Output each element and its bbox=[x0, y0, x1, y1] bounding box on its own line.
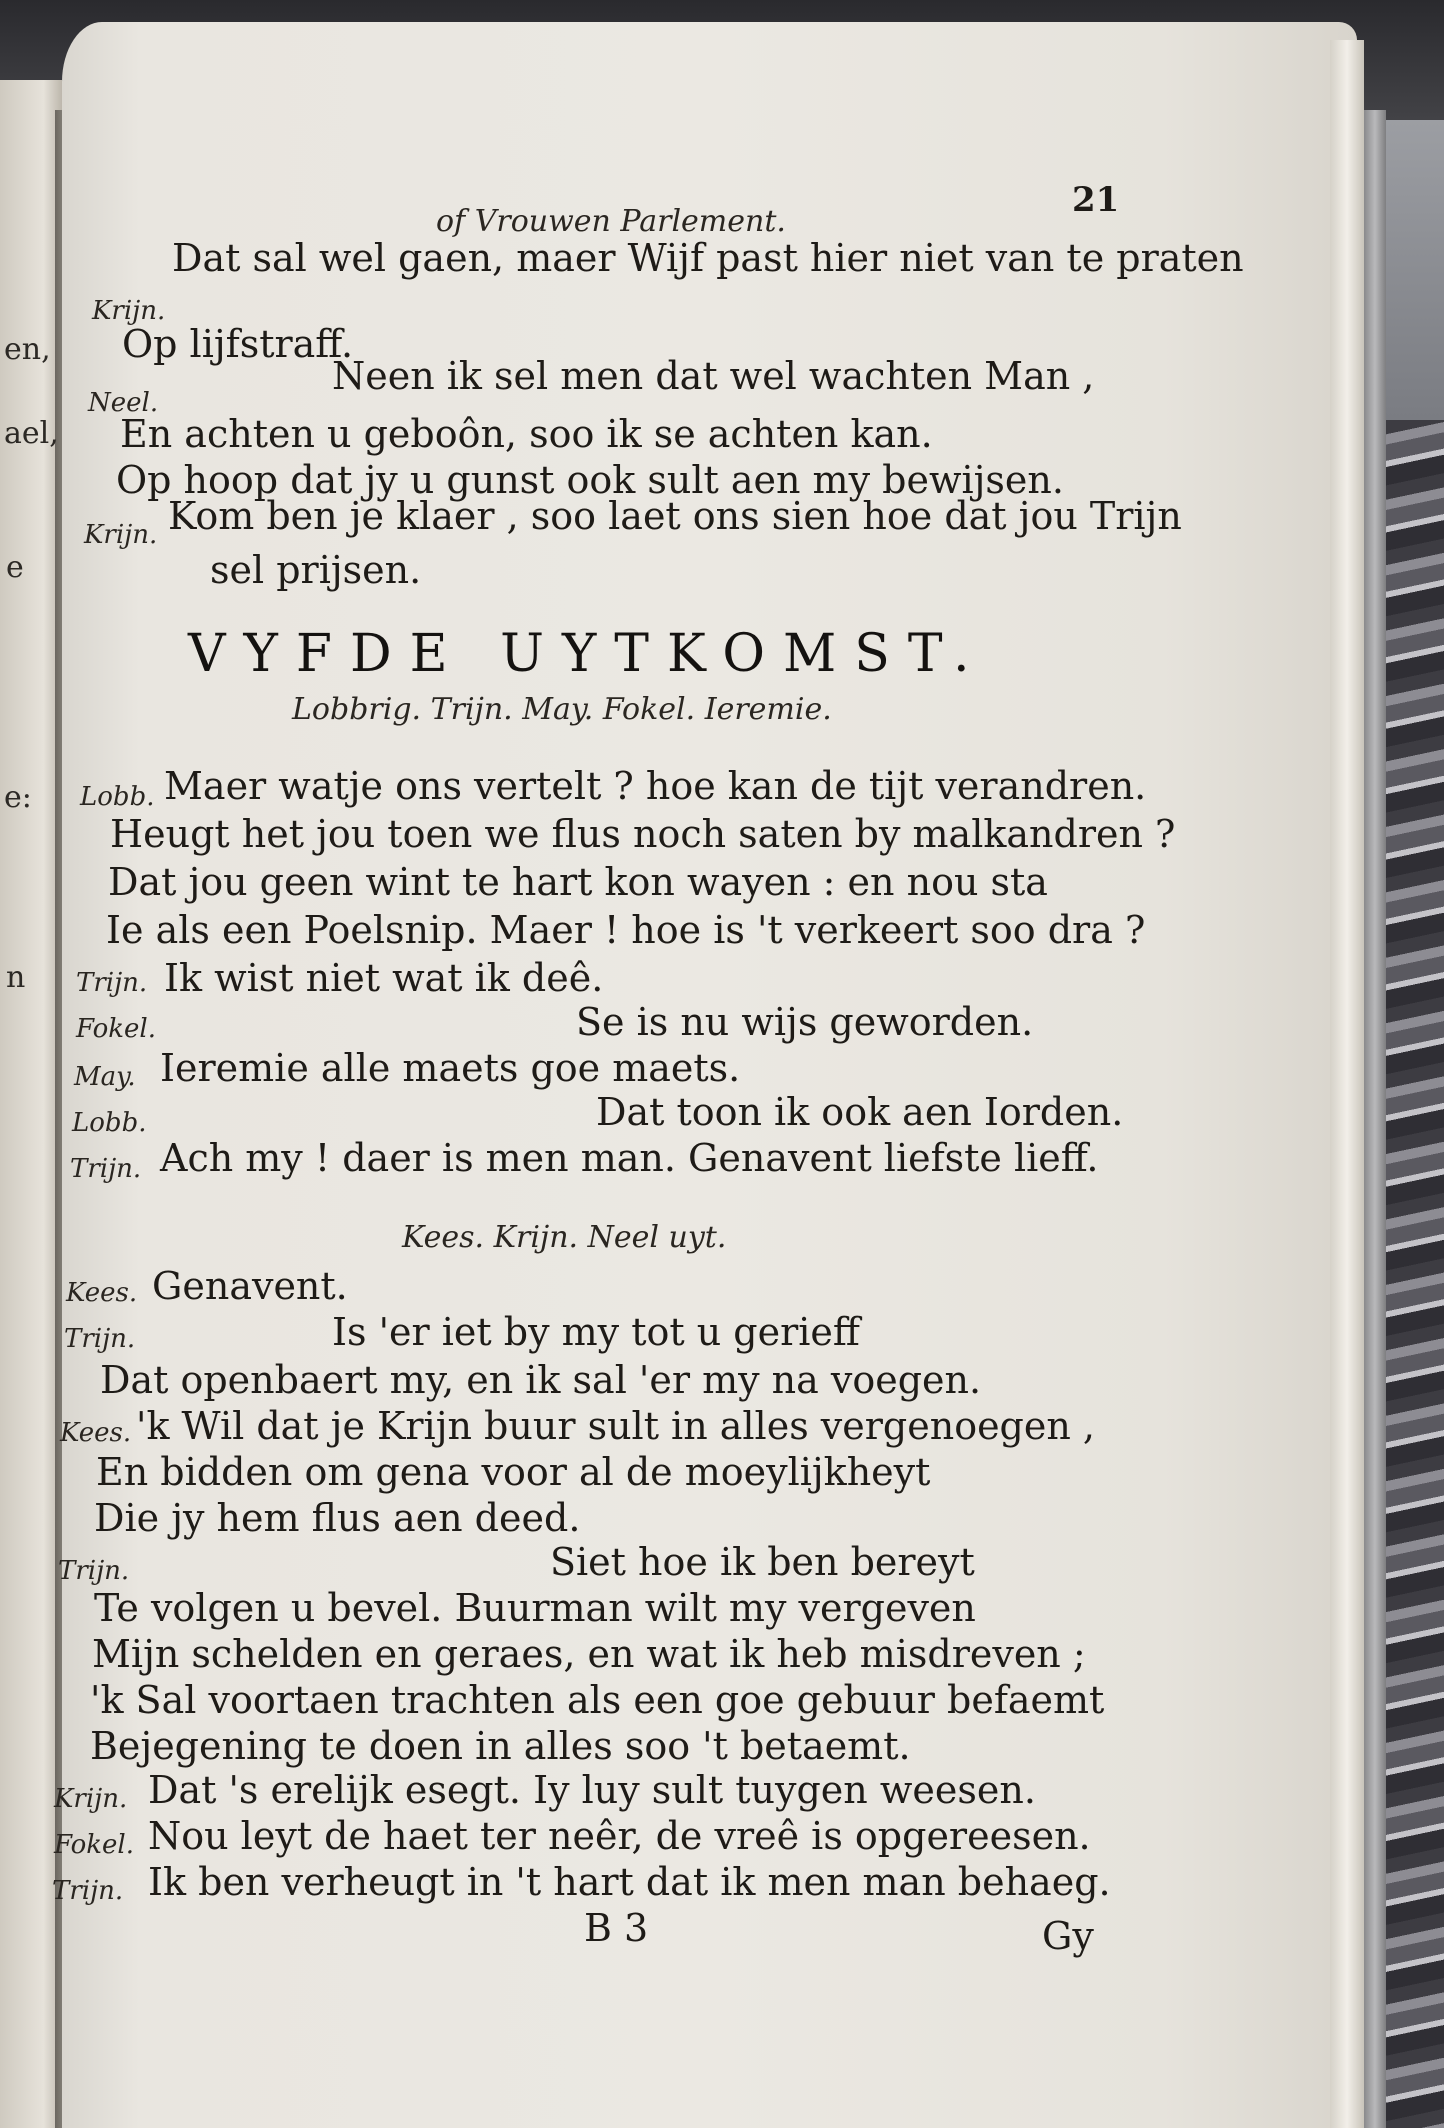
cover-board bbox=[1386, 120, 1444, 420]
verse-line: Ik wist niet wat ik deê. bbox=[164, 956, 604, 1000]
marbled-cover bbox=[1386, 420, 1444, 2128]
page-number: 21 bbox=[1072, 180, 1120, 220]
signature-mark: B 3 bbox=[584, 1906, 649, 1950]
verse-line: Dat sal wel gaen, maer Wijf past hier niet van te praten bbox=[172, 236, 1244, 280]
verse-line: Ach my ! daer is men man. Genavent liefste lieff. bbox=[160, 1136, 1099, 1180]
verse-line: Dat 's erelijk esegt. Iy luy sult tuygen weesen. bbox=[148, 1768, 1036, 1812]
verse-line: sel prijsen. bbox=[210, 548, 422, 592]
verse-line: Kom ben je klaer , soo laet ons sien hoe dat jou Trijn bbox=[168, 494, 1182, 538]
speaker-label: Krijn. bbox=[84, 520, 158, 550]
speaker-label: Fokel. bbox=[54, 1830, 134, 1860]
speaker-label: Neel. bbox=[88, 388, 159, 418]
left-margin-fragment: e bbox=[6, 550, 24, 585]
verse-line: Bejegening te doen in alles soo 't betaemt. bbox=[90, 1724, 911, 1768]
left-page-edge bbox=[0, 80, 62, 2128]
speaker-label: Lobb. bbox=[72, 1108, 147, 1138]
left-margin-fragment: e: bbox=[4, 780, 32, 815]
verse-line: Maer watje ons vertelt ? hoe kan de tijt verandren. bbox=[164, 764, 1147, 808]
verse-line: Te volgen u bevel. Buurman wilt my vergeven bbox=[94, 1586, 976, 1630]
speaker-label: Trijn. bbox=[64, 1324, 136, 1354]
verse-line: Dat toon ik ook aen Iorden. bbox=[596, 1090, 1124, 1134]
left-margin-fragment: ael, bbox=[4, 416, 59, 451]
verse-line: En bidden om gena voor al de moeylijkheyt bbox=[96, 1450, 931, 1494]
verse-line: Siet hoe ik ben bereyt bbox=[550, 1540, 975, 1584]
speaker-label: May. bbox=[74, 1062, 136, 1092]
verse-line: Dat openbaert my, en ik sal 'er my na voegen. bbox=[100, 1358, 982, 1402]
speaker-label: Trijn. bbox=[52, 1876, 124, 1906]
speaker-label: Fokel. bbox=[76, 1014, 156, 1044]
speaker-label: Trijn. bbox=[70, 1154, 142, 1184]
verse-line: Op lijfstraff. bbox=[122, 322, 354, 366]
verse-line: Nou leyt de haet ter neêr, de vreê is opgereesen. bbox=[148, 1814, 1091, 1858]
speaker-label: Krijn. bbox=[92, 296, 166, 326]
page-edges bbox=[1330, 40, 1364, 2128]
verse-line: Is 'er iet by my tot u gerieff bbox=[332, 1310, 860, 1354]
speaker-label: Trijn. bbox=[76, 968, 148, 998]
verse-line: En achten u geboôn, soo ik se achten kan. bbox=[120, 412, 933, 456]
book-cover-edge bbox=[1364, 110, 1386, 2128]
verse-line: 'k Sal voortaen trachten als een goe gebuur befaemt bbox=[90, 1678, 1105, 1722]
verse-line: Heugt het jou toen we flus noch saten by malkandren ? bbox=[110, 812, 1176, 856]
cast-list: Kees. Krijn. Neel uyt. bbox=[402, 1220, 727, 1255]
verse-line: Mijn schelden en geraes, en wat ik heb misdreven ; bbox=[92, 1632, 1086, 1676]
speaker-label: Trijn. bbox=[58, 1556, 130, 1586]
speaker-label: Krijn. bbox=[54, 1784, 128, 1814]
verse-line: Dat jou geen wint te hart kon wayen : en nou sta bbox=[108, 860, 1048, 904]
catchword: Gy bbox=[1042, 1914, 1094, 1958]
speaker-label: Kees. bbox=[60, 1418, 132, 1448]
verse-line: Ie als een Poelsnip. Maer ! hoe is 't verkeert soo dra ? bbox=[106, 908, 1146, 952]
verse-line: Se is nu wijs geworden. bbox=[576, 1000, 1034, 1044]
cast-list: Lobbrig. Trijn. May. Fokel. Ieremie. bbox=[292, 692, 832, 727]
verse-line: 'k Wil dat je Krijn buur sult in alles vergenoegen , bbox=[136, 1404, 1095, 1448]
verse-line: Die jy hem flus aen deed. bbox=[94, 1496, 581, 1540]
running-head: of Vrouwen Parlement. bbox=[436, 204, 786, 239]
left-margin-fragment: en, bbox=[4, 332, 51, 367]
verse-line: Ieremie alle maets goe maets. bbox=[160, 1046, 741, 1090]
scene-heading: VYFDE UYTKOMST. bbox=[188, 624, 988, 684]
verse-line: Op hoop dat jy u gunst ook sult aen my bewijsen. bbox=[116, 458, 1064, 502]
speaker-label: Kees. bbox=[66, 1278, 138, 1308]
left-margin-fragment: n bbox=[6, 960, 26, 995]
verse-line: Neen ik sel men dat wel wachten Man , bbox=[332, 354, 1095, 398]
verse-line: Genavent. bbox=[152, 1264, 348, 1308]
speaker-label: Lobb. bbox=[80, 782, 155, 812]
verse-line: Ik ben verheugt in 't hart dat ik men man behaeg. bbox=[148, 1860, 1111, 1904]
